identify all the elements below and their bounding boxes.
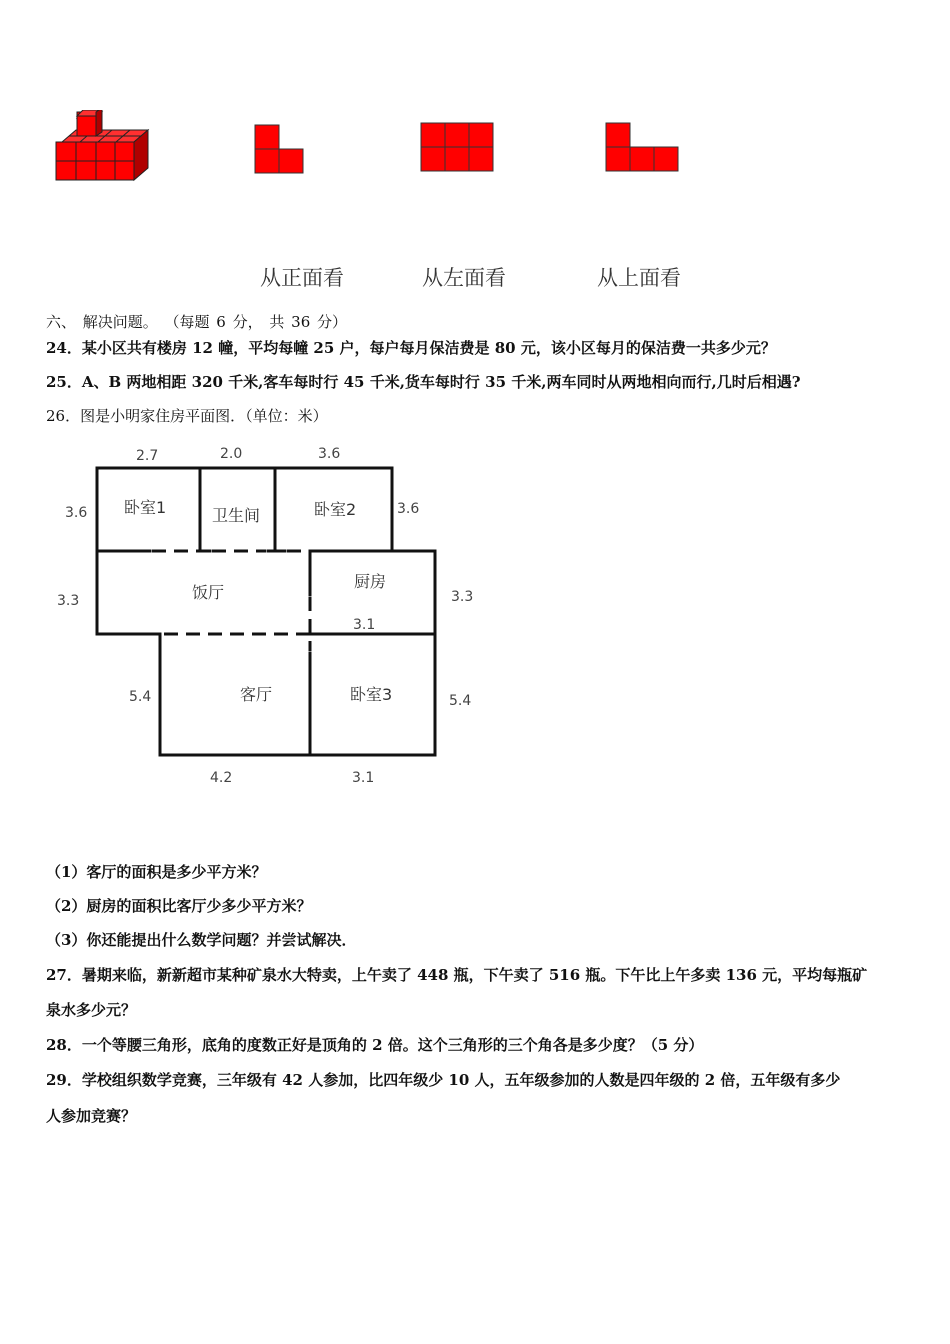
room-label-living: 客厅 — [240, 685, 273, 704]
top-view-figure — [605, 122, 681, 174]
dim-right-mid: 3.3 — [451, 589, 474, 605]
room-label-bedroom3: 卧室3 — [350, 685, 393, 704]
dim-bottom-1: 4.2 — [210, 770, 233, 786]
question-24: 24．某小区共有楼房 12 幢，平均每幢 25 户，每户每月保洁费是 80 元，该小区每月的保洁费一共多少元？ — [46, 339, 776, 357]
room-label-bathroom: 卫生间 — [212, 506, 261, 525]
top-view-label: 从上面看 — [597, 266, 681, 290]
dim-bottom-2: 3.1 — [352, 770, 375, 786]
front-view-label: 从正面看 — [260, 266, 344, 290]
question-26-sub-1: （1）客厅的面积是多少平方米？ — [46, 863, 267, 881]
front-view-figure — [254, 124, 306, 176]
room-label-bedroom2: 卧室2 — [314, 500, 357, 519]
left-view-figure — [420, 122, 496, 174]
floor-plan — [40, 435, 500, 795]
question-27-line-2: 泉水多少元？ — [46, 1001, 137, 1019]
cube-solid-figure — [52, 110, 152, 184]
question-29-line-1: 29．学校组织数学竞赛，三年级有 42 人参加，比四年级少 10 人，五年级参加的人数是四年级的 2 倍，五年级有多少 — [46, 1071, 841, 1089]
question-27-line-1: 27．暑期来临，新新超市某种矿泉水大特卖，上午卖了 448 瓶，下午卖了 516 瓶。下午比上午多卖 136 元，平均每瓶矿 — [46, 966, 868, 984]
dim-left-bottom: 5.4 — [129, 689, 152, 705]
question-26-sub-3: （3）你还能提出什么数学问题？并尝试解决． — [46, 931, 357, 949]
room-label-dining: 饭厅 — [192, 583, 225, 602]
dim-right-top: 3.6 — [397, 501, 420, 517]
question-26-sub-2: （2）厨房的面积比客厅少多少平方米？ — [46, 897, 312, 915]
dim-top-2: 2.0 — [220, 446, 243, 462]
question-26: 26．图是小明家住房平面图．（单位：米） — [46, 407, 328, 425]
question-25: 25．A、B 两地相距 320 千米,客车每时行 45 千米,货车每时行 35 千米,两车同时从两地相向而行,几时后相遇? — [46, 373, 801, 391]
dim-kitchen-bottom: 3.1 — [353, 617, 376, 633]
section-header: 六、 解决问题。 （每题 6 分， 共 36 分） — [46, 313, 348, 331]
dim-left-mid: 3.3 — [57, 593, 80, 609]
dim-top-3: 3.6 — [318, 446, 341, 462]
room-label-bedroom1: 卧室1 — [124, 498, 167, 517]
question-29-line-2: 人参加竞赛？ — [46, 1107, 137, 1125]
dim-right-bottom: 5.4 — [449, 693, 472, 709]
left-view-label: 从左面看 — [422, 266, 506, 290]
dim-top-1: 2.7 — [136, 448, 159, 464]
room-label-kitchen: 厨房 — [354, 572, 387, 591]
question-28: 28．一个等腰三角形，底角的度数正好是顶角的 2 倍。这个三角形的三个角各是多少度？（5 分） — [46, 1036, 704, 1054]
dim-left-top: 3.6 — [65, 505, 88, 521]
